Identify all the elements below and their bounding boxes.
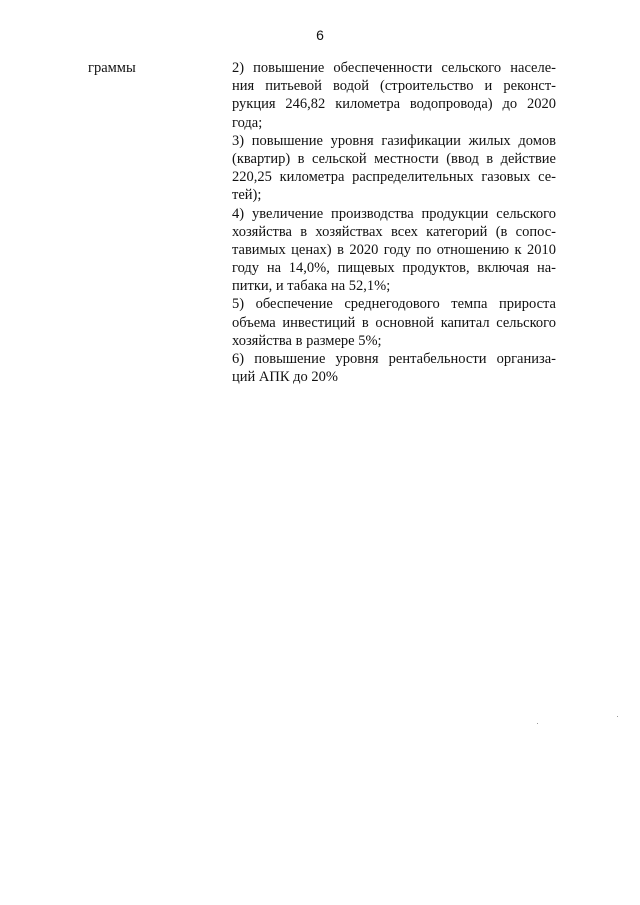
scan-speck bbox=[617, 716, 618, 717]
text-line: 220,25 километра распределительных газовых се- bbox=[232, 169, 556, 186]
scan-speck bbox=[537, 723, 538, 724]
text-line: 5) обеспечение среднегодового темпа прироста bbox=[232, 296, 556, 313]
text-line: хозяйства в размере 5%; bbox=[232, 332, 382, 349]
text-line: 2) повышение обеспеченности сельского населе- bbox=[232, 60, 556, 76]
page-number: 6 bbox=[316, 27, 324, 43]
paragraph-5 bbox=[232, 295, 556, 350]
left-column-text: граммы bbox=[88, 60, 136, 76]
text-line: рукция 246,82 километра водопровода) до 2020 bbox=[232, 96, 556, 113]
text-line: хозяйства в хозяйствах всех категорий (в сопос- bbox=[232, 223, 556, 240]
text-line: тей); bbox=[232, 187, 262, 204]
text-line: (квартир) в сельской местности (ввод в действие bbox=[232, 150, 556, 167]
paragraph-3 bbox=[232, 132, 556, 205]
paragraph-2 bbox=[232, 59, 556, 132]
paragraph-list bbox=[232, 59, 556, 386]
text-line: объема инвестиций в основной капитал сельского bbox=[232, 314, 556, 331]
text-line: 3) повышение уровня газификации жилых домов bbox=[232, 132, 556, 149]
paragraph-4 bbox=[232, 205, 556, 296]
text-line: 6) повышение уровня рентабельности организа- bbox=[232, 351, 556, 367]
text-line: тавимых ценах) в 2020 году по отношению к 2010 bbox=[232, 241, 556, 258]
paragraph-6 bbox=[232, 350, 556, 386]
text-line: 4) увеличение производства продукции сельского bbox=[232, 205, 556, 222]
text-line: года; bbox=[232, 114, 263, 131]
text-line: питки, и табака на 52,1%; bbox=[232, 278, 391, 295]
text-line: ций АПК до 20% bbox=[232, 369, 338, 386]
text-line: году на 14,0%, пищевых продуктов, включая на- bbox=[232, 260, 556, 277]
text-line: ния питьевой водой (строительство и реконст- bbox=[232, 78, 556, 95]
